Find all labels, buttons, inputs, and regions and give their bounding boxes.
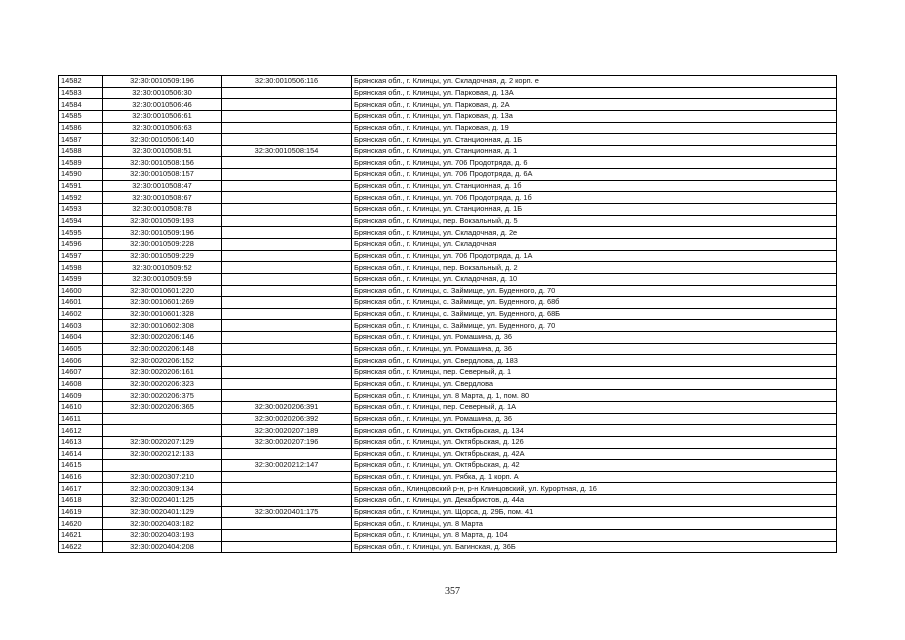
address-cell: Брянская обл., г. Клинцы, ул. Складочная, д. 2е: [352, 227, 837, 239]
address-cell: Брянская обл., г. Клинцы, ул. Октябрьская, д. 134: [352, 425, 837, 437]
address-cell: Брянская обл., г. Клинцы, ул. Щорса, д. 29Б, пом. 41: [352, 506, 837, 518]
page-number: 357: [445, 586, 460, 597]
row-number-cell: 14610: [59, 401, 103, 413]
row-number-cell: 14582: [59, 76, 103, 88]
cadastral-number-cell: [103, 460, 222, 472]
related-cadastral-number-cell: [222, 157, 352, 169]
address-cell: Брянская обл., г. Клинцы, ул. 706 Продотряда, д. 6: [352, 157, 837, 169]
address-cell: Брянская обл., г. Клинцы, ул. 706 Продотряда, д. 1А: [352, 250, 837, 262]
address-cell: Брянская обл., г. Клинцы, с. Займище, ул. Буденного, д. 70: [352, 285, 837, 297]
cadastral-number-cell: 32:30:0010506:63: [103, 122, 222, 134]
table-row: [59, 367, 837, 379]
related-cadastral-number-cell: 32:30:0020206:392: [222, 413, 352, 425]
cadastral-number-cell: 32:30:0020206:365: [103, 401, 222, 413]
table-row: [59, 378, 837, 390]
row-number-cell: 14618: [59, 495, 103, 507]
related-cadastral-number-cell: [222, 367, 352, 379]
address-cell: Брянская обл., г. Клинцы, пер. Северный, д. 1А: [352, 401, 837, 413]
related-cadastral-number-cell: [222, 390, 352, 402]
related-cadastral-number-cell: 32:30:0010508:154: [222, 145, 352, 157]
table-row: [59, 157, 837, 169]
cadastral-number-cell: 32:30:0020404:208: [103, 541, 222, 553]
row-number-cell: 14619: [59, 506, 103, 518]
cadastral-number-cell: [103, 425, 222, 437]
related-cadastral-number-cell: [222, 122, 352, 134]
table-row: [59, 169, 837, 181]
related-cadastral-number-cell: 32:30:0010506:116: [222, 76, 352, 88]
row-number-cell: 14595: [59, 227, 103, 239]
address-cell: Брянская обл., г. Клинцы, ул. Свердлова: [352, 378, 837, 390]
table-row: [59, 390, 837, 402]
address-cell: Брянская обл., г. Клинцы, ул. Парковая, д. 2А: [352, 99, 837, 111]
cadastral-number-cell: 32:30:0020206:146: [103, 332, 222, 344]
table-row: [59, 87, 837, 99]
row-number-cell: 14596: [59, 238, 103, 250]
table-row: [59, 506, 837, 518]
related-cadastral-number-cell: [222, 285, 352, 297]
cadastral-number-cell: 32:30:0010506:140: [103, 134, 222, 146]
cadastral-number-cell: 32:30:0020206:152: [103, 355, 222, 367]
address-cell: Брянская обл., г. Клинцы, ул. 706 Продотряда, д. 6А: [352, 169, 837, 181]
table-row: [59, 110, 837, 122]
row-number-cell: 14606: [59, 355, 103, 367]
table-row: [59, 250, 837, 262]
address-cell: Брянская обл., г. Клинцы, ул. Октябрьская, д. 126: [352, 436, 837, 448]
table-row: [59, 343, 837, 355]
row-number-cell: 14613: [59, 436, 103, 448]
row-number-cell: 14591: [59, 180, 103, 192]
related-cadastral-number-cell: [222, 541, 352, 553]
address-cell: Брянская обл., г. Клинцы, ул. Октябрьская, д. 42: [352, 460, 837, 472]
table-row: [59, 471, 837, 483]
cadastral-number-cell: 32:30:0010506:61: [103, 110, 222, 122]
address-cell: Брянская обл., г. Клинцы, с. Займище, ул. Буденного, д. 70: [352, 320, 837, 332]
related-cadastral-number-cell: [222, 297, 352, 309]
table-row: [59, 192, 837, 204]
cadastral-number-cell: 32:30:0010508:47: [103, 180, 222, 192]
cadastral-number-cell: [103, 413, 222, 425]
table-row: [59, 413, 837, 425]
related-cadastral-number-cell: [222, 495, 352, 507]
table-row: [59, 495, 837, 507]
table-row: [59, 518, 837, 530]
cadastral-number-cell: 32:30:0010509:196: [103, 227, 222, 239]
address-cell: Брянская обл., г. Клинцы, пер. Вокзальный, д. 5: [352, 215, 837, 227]
row-number-cell: 14602: [59, 308, 103, 320]
related-cadastral-number-cell: [222, 273, 352, 285]
table-row: [59, 215, 837, 227]
address-cell: Брянская обл., г. Клинцы, с. Займище, ул. Буденного, д. 68Б: [352, 308, 837, 320]
related-cadastral-number-cell: [222, 308, 352, 320]
table-row: [59, 134, 837, 146]
property-table-body: [59, 76, 837, 553]
cadastral-number-cell: 32:30:0010509:196: [103, 76, 222, 88]
row-number-cell: 14617: [59, 483, 103, 495]
related-cadastral-number-cell: [222, 250, 352, 262]
related-cadastral-number-cell: [222, 204, 352, 216]
address-cell: Брянская обл., г. Клинцы, ул. Парковая, д. 13А: [352, 87, 837, 99]
cadastral-number-cell: 32:30:0020403:193: [103, 529, 222, 541]
cadastral-number-cell: 32:30:0020401:129: [103, 506, 222, 518]
related-cadastral-number-cell: 32:30:0020206:391: [222, 401, 352, 413]
related-cadastral-number-cell: [222, 99, 352, 111]
address-cell: Брянская обл., г. Клинцы, пер. Вокзальный, д. 2: [352, 262, 837, 274]
cadastral-number-cell: 32:30:0010601:328: [103, 308, 222, 320]
cadastral-number-cell: 32:30:0010508:78: [103, 204, 222, 216]
table-row: [59, 332, 837, 344]
cadastral-number-cell: 32:30:0010509:193: [103, 215, 222, 227]
address-cell: Брянская обл., г. Клинцы, ул. Свердлова, д. 183: [352, 355, 837, 367]
table-row: [59, 401, 837, 413]
table-row: [59, 145, 837, 157]
address-cell: Брянская обл., г. Клинцы, ул. Ромашина, д. 36: [352, 413, 837, 425]
table-row: [59, 529, 837, 541]
address-cell: Брянская обл., Клинцовский р-н, р-н Клинцовский, ул. Курортная, д. 16: [352, 483, 837, 495]
related-cadastral-number-cell: [222, 227, 352, 239]
table-row: [59, 262, 837, 274]
table-row: [59, 122, 837, 134]
cadastral-number-cell: 32:30:0010506:46: [103, 99, 222, 111]
related-cadastral-number-cell: [222, 192, 352, 204]
cadastral-number-cell: 32:30:0020206:148: [103, 343, 222, 355]
row-number-cell: 14599: [59, 273, 103, 285]
address-cell: Брянская обл., г. Клинцы, ул. Станционная, д. 1Б: [352, 134, 837, 146]
row-number-cell: 14611: [59, 413, 103, 425]
address-cell: Брянская обл., г. Клинцы, ул. Складочная: [352, 238, 837, 250]
address-cell: Брянская обл., г. Клинцы, ул. Парковая, д. 13а: [352, 110, 837, 122]
row-number-cell: 14607: [59, 367, 103, 379]
address-cell: Брянская обл., г. Клинцы, с. Займище, ул. Буденного, д. 68б: [352, 297, 837, 309]
table-row: [59, 180, 837, 192]
related-cadastral-number-cell: [222, 180, 352, 192]
address-cell: Брянская обл., г. Клинцы, ул. Ромашина, д. 36: [352, 343, 837, 355]
cadastral-number-cell: 32:30:0010509:228: [103, 238, 222, 250]
address-cell: Брянская обл., г. Клинцы, ул. Рябка, д. 1 корп. А: [352, 471, 837, 483]
cadastral-number-cell: 32:30:0010508:67: [103, 192, 222, 204]
related-cadastral-number-cell: [222, 483, 352, 495]
cadastral-number-cell: 32:30:0020307:210: [103, 471, 222, 483]
row-number-cell: 14614: [59, 448, 103, 460]
address-cell: Брянская обл., г. Клинцы, ул. 8 Марта, д. 104: [352, 529, 837, 541]
cadastral-number-cell: 32:30:0020401:125: [103, 495, 222, 507]
address-cell: Брянская обл., г. Клинцы, ул. 8 Марта: [352, 518, 837, 530]
cadastral-number-cell: 32:30:0010506:30: [103, 87, 222, 99]
table-row: [59, 238, 837, 250]
table-row: [59, 285, 837, 297]
address-cell: Брянская обл., г. Клинцы, ул. Ромашина, д. 36: [352, 332, 837, 344]
cadastral-number-cell: 32:30:0020309:134: [103, 483, 222, 495]
table-row: [59, 320, 837, 332]
table-row: [59, 273, 837, 285]
row-number-cell: 14608: [59, 378, 103, 390]
cadastral-number-cell: 32:30:0020206:161: [103, 367, 222, 379]
address-cell: Брянская обл., г. Клинцы, ул. Декабристов, д. 44а: [352, 495, 837, 507]
related-cadastral-number-cell: [222, 215, 352, 227]
cadastral-number-cell: 32:30:0010509:52: [103, 262, 222, 274]
related-cadastral-number-cell: 32:30:0020207:189: [222, 425, 352, 437]
cadastral-number-cell: 32:30:0010601:220: [103, 285, 222, 297]
related-cadastral-number-cell: 32:30:0020401:175: [222, 506, 352, 518]
related-cadastral-number-cell: [222, 110, 352, 122]
row-number-cell: 14593: [59, 204, 103, 216]
related-cadastral-number-cell: 32:30:0020212:147: [222, 460, 352, 472]
address-cell: Брянская обл., г. Клинцы, пер. Северный, д. 1: [352, 367, 837, 379]
related-cadastral-number-cell: [222, 169, 352, 181]
row-number-cell: 14584: [59, 99, 103, 111]
related-cadastral-number-cell: [222, 448, 352, 460]
related-cadastral-number-cell: [222, 529, 352, 541]
cadastral-number-cell: 32:30:0020207:129: [103, 436, 222, 448]
table-row: [59, 227, 837, 239]
row-number-cell: 14589: [59, 157, 103, 169]
address-cell: Брянская обл., г. Клинцы, ул. Станционная, д. 1б: [352, 180, 837, 192]
cadastral-number-cell: 32:30:0010602:308: [103, 320, 222, 332]
address-cell: Брянская обл., г. Клинцы, ул. 8 Марта, д. 1, пом. 80: [352, 390, 837, 402]
table-row: [59, 204, 837, 216]
row-number-cell: 14615: [59, 460, 103, 472]
row-number-cell: 14621: [59, 529, 103, 541]
cadastral-number-cell: 32:30:0010509:229: [103, 250, 222, 262]
cadastral-number-cell: 32:30:0010508:156: [103, 157, 222, 169]
table-row: [59, 483, 837, 495]
property-table: [58, 75, 837, 553]
table-row: [59, 297, 837, 309]
row-number-cell: 14620: [59, 518, 103, 530]
cadastral-number-cell: 32:30:0020206:323: [103, 378, 222, 390]
row-number-cell: 14612: [59, 425, 103, 437]
related-cadastral-number-cell: [222, 355, 352, 367]
related-cadastral-number-cell: [222, 343, 352, 355]
cadastral-number-cell: 32:30:0020212:133: [103, 448, 222, 460]
table-row: [59, 436, 837, 448]
related-cadastral-number-cell: [222, 471, 352, 483]
table-row: [59, 541, 837, 553]
row-number-cell: 14592: [59, 192, 103, 204]
row-number-cell: 14622: [59, 541, 103, 553]
row-number-cell: 14605: [59, 343, 103, 355]
address-cell: Брянская обл., г. Клинцы, ул. 706 Продотряда, д. 1б: [352, 192, 837, 204]
table-row: [59, 308, 837, 320]
related-cadastral-number-cell: [222, 332, 352, 344]
row-number-cell: 14604: [59, 332, 103, 344]
row-number-cell: 14588: [59, 145, 103, 157]
row-number-cell: 14616: [59, 471, 103, 483]
address-cell: Брянская обл., г. Клинцы, ул. Багинская, д. 36Б: [352, 541, 837, 553]
address-cell: Брянская обл., г. Клинцы, ул. Станционная, д. 1: [352, 145, 837, 157]
row-number-cell: 14598: [59, 262, 103, 274]
address-cell: Брянская обл., г. Клинцы, ул. Октябрьская, д. 42А: [352, 448, 837, 460]
related-cadastral-number-cell: [222, 262, 352, 274]
related-cadastral-number-cell: [222, 320, 352, 332]
row-number-cell: 14600: [59, 285, 103, 297]
cadastral-number-cell: 32:30:0010508:51: [103, 145, 222, 157]
row-number-cell: 14586: [59, 122, 103, 134]
row-number-cell: 14594: [59, 215, 103, 227]
address-cell: Брянская обл., г. Клинцы, ул. Складочная, д. 10: [352, 273, 837, 285]
table-row: [59, 99, 837, 111]
table-row: [59, 460, 837, 472]
cadastral-number-cell: 32:30:0020206:375: [103, 390, 222, 402]
cadastral-number-cell: 32:30:0010601:269: [103, 297, 222, 309]
table-row: [59, 448, 837, 460]
table-row: [59, 76, 837, 88]
row-number-cell: 14603: [59, 320, 103, 332]
table-row: [59, 425, 837, 437]
related-cadastral-number-cell: [222, 87, 352, 99]
row-number-cell: 14601: [59, 297, 103, 309]
address-cell: Брянская обл., г. Клинцы, ул. Парковая, д. 19: [352, 122, 837, 134]
row-number-cell: 14587: [59, 134, 103, 146]
row-number-cell: 14585: [59, 110, 103, 122]
cadastral-number-cell: 32:30:0010509:59: [103, 273, 222, 285]
address-cell: Брянская обл., г. Клинцы, ул. Станционная, д. 1Б: [352, 204, 837, 216]
row-number-cell: 14583: [59, 87, 103, 99]
address-cell: Брянская обл., г. Клинцы, ул. Складочная, д. 2 корп. е: [352, 76, 837, 88]
row-number-cell: 14609: [59, 390, 103, 402]
row-number-cell: 14597: [59, 250, 103, 262]
related-cadastral-number-cell: [222, 134, 352, 146]
table-row: [59, 355, 837, 367]
related-cadastral-number-cell: 32:30:0020207:196: [222, 436, 352, 448]
related-cadastral-number-cell: [222, 378, 352, 390]
related-cadastral-number-cell: [222, 518, 352, 530]
cadastral-number-cell: 32:30:0020403:182: [103, 518, 222, 530]
row-number-cell: 14590: [59, 169, 103, 181]
cadastral-number-cell: 32:30:0010508:157: [103, 169, 222, 181]
related-cadastral-number-cell: [222, 238, 352, 250]
